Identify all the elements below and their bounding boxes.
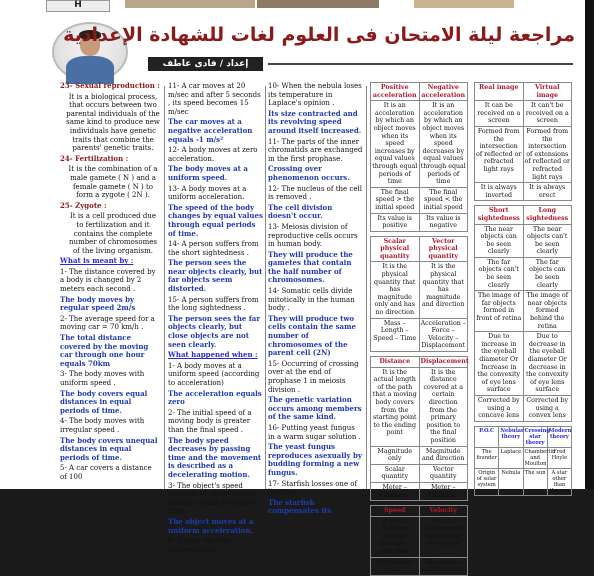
table-row bbox=[371, 482, 468, 500]
column-comparison-motion bbox=[370, 82, 469, 574]
col2-paragraph: The object moves at a uniform acceleration. bbox=[168, 516, 254, 535]
table-cell: The sun bbox=[523, 468, 547, 495]
col1-paragraph: 1- The distance covered by a body is changed by 2 meters each second . bbox=[60, 267, 156, 294]
col1-paragraph: It is a biological process, that occurs between two parental individuals of the same kind to produce new individuals have genetic traits that combine the parents' genetic traits. bbox=[66, 92, 160, 153]
col1-paragraph: 23- Sexual reproduction : bbox=[60, 81, 160, 90]
table-row bbox=[371, 516, 468, 557]
table-row bbox=[475, 224, 572, 257]
top-banner-image-1 bbox=[125, 0, 255, 8]
col1-paragraph: The total distance covered by the moving car through one hour equals 70km bbox=[60, 333, 149, 368]
col3-paragraph: 15- Occurring of crossing over at the end of prophase 1 in meiosis division . bbox=[268, 359, 359, 394]
col1-paragraph: 25- Zygote : bbox=[60, 200, 107, 210]
table-row bbox=[475, 395, 572, 421]
window-edge bbox=[585, 0, 594, 489]
col3-paragraph: 10- When the nebula loses its temperature in Laplace's opinion . bbox=[268, 82, 362, 108]
table-row bbox=[371, 318, 468, 351]
table-cell: Formed from the intersection of reflected or refracted light rays bbox=[475, 126, 524, 182]
table-row bbox=[475, 332, 572, 396]
table-cell: It can't be received on a screen bbox=[523, 101, 572, 127]
table-cell: Fred Hoyle bbox=[547, 447, 571, 468]
title-underline bbox=[268, 63, 573, 65]
table-header-cell: Real image bbox=[475, 83, 524, 101]
column-divider bbox=[366, 86, 367, 489]
table-cell: Laplace bbox=[499, 447, 523, 468]
table-header-cell: Negative acceleration bbox=[419, 83, 468, 101]
table-header-cell: Crossing star theory bbox=[524, 427, 551, 446]
table-row bbox=[371, 187, 468, 213]
table-cell: The far objects can't be seen clearly bbox=[475, 257, 524, 290]
col1-paragraph: 5- A car covers a distance of 100 bbox=[60, 464, 152, 481]
table-cell: It is the physical quantity that has magnitude only and has no direction bbox=[371, 262, 420, 318]
table-cell: It is the distance moved through a unit time bbox=[371, 516, 420, 557]
table-header-cell: Distance bbox=[371, 357, 420, 368]
comparison-table bbox=[370, 236, 468, 352]
table-row bbox=[475, 447, 572, 468]
table-cell: It is always inverted bbox=[475, 183, 524, 201]
column-what-happens bbox=[168, 82, 263, 554]
col1-paragraph: It is a cell produced due to fertilization and it contains the complete number of chromosomes of the living organism. bbox=[69, 212, 157, 255]
col3-paragraph: 12- The nucleus of the cell is removed . bbox=[268, 184, 362, 202]
page-title: مراجعة ليلة الامتحان فى العلوم لغات للشهادة الإعدادية bbox=[63, 24, 575, 46]
col2-paragraph: 14- A person suffers from the short sightedness . bbox=[168, 240, 259, 257]
comparison-table bbox=[370, 356, 468, 501]
col2-paragraph: 1- A body moves at a uniform speed (according to acceleration) bbox=[168, 361, 260, 387]
table-row bbox=[475, 468, 572, 495]
table-cell: The far objects can be seen clearly bbox=[523, 257, 572, 290]
table-cell: Corrected by using a concave lens bbox=[475, 395, 524, 421]
table-cell: Magnitude and direction bbox=[419, 557, 468, 575]
col3-paragraph: 17- Starfish losses one of its arms . bbox=[268, 479, 358, 497]
table-cell: Mass – Length – Speed – Time bbox=[371, 318, 420, 351]
col3-paragraph: 11- The parts of the inner chromatids are exchanged in the first prophase. bbox=[268, 137, 363, 163]
table-header-cell: Nebular theory bbox=[499, 426, 523, 447]
col2-paragraph: The speed of the body changes by equal values through equal periods of time. bbox=[168, 202, 263, 238]
comparison-table bbox=[474, 205, 572, 421]
top-image-band bbox=[0, 0, 585, 14]
table-cell: The image of far objects formed in front of retina bbox=[475, 291, 524, 332]
table-cell: Meter – Kilometer bbox=[371, 482, 420, 500]
author-label: إعداد / فادى عاطف bbox=[148, 57, 263, 71]
table-row bbox=[371, 446, 468, 464]
table-cell: It is the actual length of the path that a moving body covers from the starting point to the ending point bbox=[371, 367, 420, 446]
table-cell: A star other than the sun bbox=[547, 468, 571, 495]
col3-paragraph: The yeast fungus reproduces asexually by budding forming a new fungus. bbox=[268, 442, 362, 477]
table-header-cell: Positive acceleration bbox=[371, 83, 420, 101]
col1-paragraph: 24- Fertilization : bbox=[60, 153, 129, 163]
comparison-table bbox=[370, 82, 468, 232]
table-row bbox=[371, 213, 468, 231]
top-logo: H bbox=[46, 0, 110, 12]
col2-paragraph: The body moves at a uniform speed. bbox=[168, 164, 248, 182]
col2-paragraph: 4- A light ray falls perpendicular bbox=[168, 537, 232, 554]
comparison-table bbox=[474, 82, 572, 201]
comparison-table bbox=[370, 505, 468, 576]
col1-paragraph: It is the combination of a male gamete ( N ) and a female gamete ( N ) to form a zygote ( 2N ). bbox=[68, 165, 158, 200]
col2-paragraph: 11- A car moves at 20 m/sec and after 5 seconds , its speed becomes 15 m/sec bbox=[168, 82, 261, 116]
table-cell: Magnitude only bbox=[371, 557, 420, 575]
col1-paragraph: 2- The average speed for a moving car = 70 km/h . bbox=[60, 314, 155, 332]
col3-paragraph: Crossing over phenomenon occurs. bbox=[268, 164, 350, 182]
table-cell: It is an acceleration by which an object moves when its speed increases by equal values through equal periods of time bbox=[371, 101, 420, 188]
col3-paragraph: The cell division doesn't occur. bbox=[268, 202, 333, 221]
top-banner-image-3 bbox=[414, 0, 514, 8]
table-cell: Vector quantity bbox=[419, 464, 468, 482]
comparison-table bbox=[474, 426, 572, 496]
table-header-cell: Long sightedness bbox=[523, 206, 572, 224]
col2-paragraph: The car moves at a negative acceleration equals -1 m/s² bbox=[168, 117, 253, 144]
table-cell: Its value is negative bbox=[419, 213, 468, 231]
column-divider bbox=[265, 86, 266, 489]
col2-paragraph: 3- The object's speed changes by equal values through equal periods of time. bbox=[168, 481, 256, 516]
table-cell: Scalar quantity bbox=[371, 464, 420, 482]
col3-paragraph: 14- Somatic cells divide mitotically in the human body . bbox=[268, 287, 355, 313]
col1-paragraph: The body covers equal distances in equal periods of time. bbox=[60, 388, 148, 415]
table-header-cell: Virtual image bbox=[523, 83, 572, 101]
table-cell: It is always erect bbox=[523, 183, 572, 201]
table-header-cell: Velocity bbox=[419, 506, 468, 517]
table-header-cell: Displacement bbox=[419, 357, 468, 368]
column-definitions bbox=[60, 82, 160, 489]
table-cell: It is an acceleration by which an object moves when its speed decreases by equal values through equal periods of time bbox=[419, 101, 468, 188]
col2-paragraph: 12- A body moves at zero acceleration. bbox=[168, 146, 258, 163]
col3-paragraph: Its size contracted and its revolving speed around itself increased. bbox=[268, 108, 362, 135]
col2-paragraph: What happened when : bbox=[168, 350, 258, 360]
col1-paragraph: The body covers unequal distances in equal periods of time. bbox=[60, 435, 158, 462]
table-row bbox=[371, 262, 468, 318]
table-cell: Nebula bbox=[499, 468, 523, 495]
table-cell: Corrected by using a convex lens bbox=[523, 395, 572, 421]
table-row bbox=[371, 464, 468, 482]
table-cell: The founder bbox=[475, 447, 499, 468]
table-row bbox=[475, 101, 572, 127]
table-cell: Magnitude only bbox=[371, 446, 420, 464]
col3-paragraph: 16- Putting yeast fungus in a warm sugar solution . bbox=[268, 423, 361, 441]
table-header-cell: Vector physical quantity bbox=[419, 236, 468, 262]
table-row bbox=[475, 257, 572, 290]
table-cell: It is the physical quantity that has magnitude and direction bbox=[419, 262, 468, 318]
col2-paragraph: The person sees the far objects clearly, but close objects are not seen clearly. bbox=[168, 313, 261, 349]
col1-paragraph: The body moves by regular speed 2m/s bbox=[60, 294, 136, 313]
col1-paragraph: 4- The body moves with irregular speed . bbox=[60, 417, 145, 434]
table-header-cell: Short sightedness bbox=[475, 206, 524, 224]
col1-paragraph: What is meant by : bbox=[60, 256, 134, 266]
table-header-cell: Scalar physical quantity bbox=[371, 236, 420, 262]
col1-paragraph: 3- The body moves with uniform speed . bbox=[60, 370, 145, 387]
table-cell: The final speed > the initial speed bbox=[371, 187, 420, 213]
table-cell: The final speed < the initial speed bbox=[419, 187, 468, 213]
table-row bbox=[475, 291, 572, 332]
column-comparison-light bbox=[474, 82, 572, 494]
col3-paragraph: They will produce two cells contain the same number of chromosomes of the parent cell (2N) bbox=[268, 313, 356, 358]
col2-paragraph: The person sees the near objects clearly, but far objects seem distorted. bbox=[168, 258, 263, 294]
table-cell: The near objects can't be seen clearly bbox=[523, 224, 572, 257]
top-banner-image-2 bbox=[257, 0, 379, 8]
table-cell: Formed from the intersection of extensions of reflected or refracted light rays bbox=[523, 126, 572, 182]
col3-paragraph: The starfish compensates its bbox=[268, 497, 332, 516]
table-cell: It can be received on a screen bbox=[475, 101, 524, 127]
table-cell: Chamberlin and Moulton bbox=[524, 448, 556, 467]
table-header-cell: P.O.C bbox=[475, 426, 499, 447]
column-divider bbox=[164, 86, 165, 489]
table-header-cell: Speed bbox=[371, 506, 420, 517]
col2-paragraph: 2- The initial speed of a moving body is greater than the final speed . bbox=[168, 408, 252, 434]
col3-paragraph: They will produce the gametes that contain the half number of chromosomes. bbox=[268, 249, 353, 285]
col2-paragraph: 13- A body moves at a uniform acceleration. bbox=[168, 184, 247, 202]
table-cell: Due to increase in the eyeball diameter Or Increase in the convexity of eye lens surface bbox=[475, 332, 524, 396]
table-row bbox=[371, 101, 468, 188]
table-cell: It is the distance covered at a certain direction from the primary position to the final position bbox=[419, 367, 468, 446]
table-header-cell: Modern theory bbox=[547, 426, 571, 447]
col2-paragraph: 15- A person suffers from the long sightedness . bbox=[168, 295, 259, 313]
table-cell: Its value is positive bbox=[371, 213, 420, 231]
table-row bbox=[475, 183, 572, 201]
table-cell: Due to decrease in the eyeball diameter Or decrease in the convexity of eye lens surface bbox=[523, 332, 572, 396]
col3-paragraph: 13- Meiosis division of reproductive cells occurs in human body. bbox=[268, 222, 358, 249]
table-row bbox=[371, 367, 468, 446]
table-cell: Origin of solar system bbox=[475, 468, 499, 495]
table-cell: It is the displacement covered in one second bbox=[419, 516, 468, 557]
col2-paragraph: The body speed decreases by passing time and the movement is described as a decelerating motion. bbox=[168, 435, 262, 479]
table-row bbox=[475, 126, 572, 182]
table-cell: The near objects can be seen clearly bbox=[475, 224, 524, 257]
col3-paragraph: The genetic variation occurs among members of the same kind. bbox=[268, 395, 362, 422]
table-cell: The image of near objects formed behind the retina bbox=[523, 291, 572, 332]
table-cell: Acceleration – Force – Velocity – Displacement bbox=[419, 318, 468, 351]
column-what-happens-2 bbox=[268, 82, 363, 516]
table-cell: Magnitude and direction bbox=[419, 446, 468, 464]
table-row bbox=[371, 557, 468, 575]
table-cell: Meter – Kilometer bbox=[419, 482, 468, 500]
col2-paragraph: The acceleration equals zero bbox=[168, 388, 262, 407]
